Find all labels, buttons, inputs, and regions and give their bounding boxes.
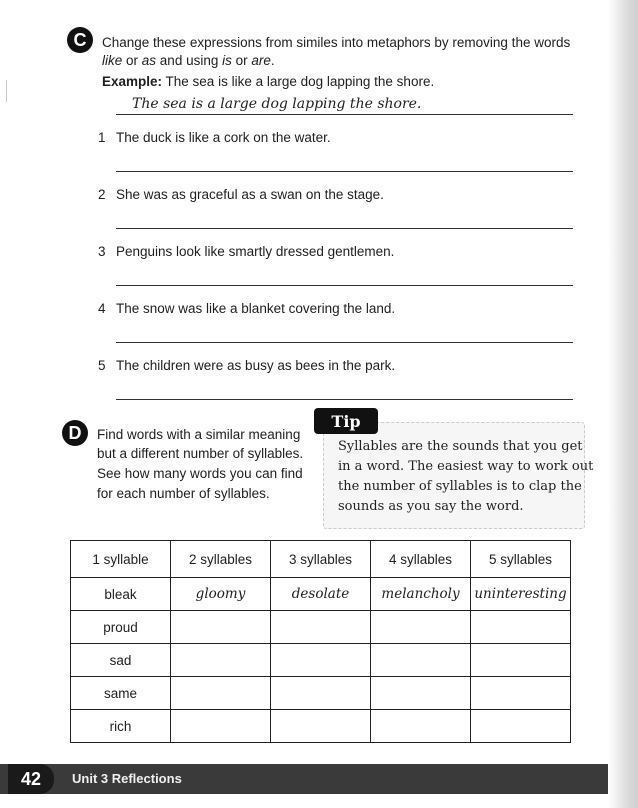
table-cell[interactable] <box>371 611 471 644</box>
table-cell[interactable] <box>271 644 371 677</box>
answer-line[interactable] <box>116 399 573 400</box>
example-answer: The sea is a large dog lapping the shore. <box>132 96 422 112</box>
section-d-badge: D <box>62 420 88 446</box>
column-header: 1 syllable <box>71 541 171 578</box>
table-row <box>71 710 571 743</box>
table-cell: bleak <box>71 578 171 611</box>
table-cell[interactable] <box>371 644 471 677</box>
question-text: The children were as busy as bees in the park. <box>116 358 396 373</box>
section-d-instruction: for each number of syllables. <box>97 486 270 501</box>
section-d-instruction: See how many words you can find <box>97 466 303 481</box>
margin-mark <box>6 80 7 102</box>
table-row <box>71 677 571 710</box>
answer-line[interactable] <box>116 285 573 286</box>
table-cell[interactable]: melancholy <box>371 578 471 611</box>
example-label: Example: <box>102 74 163 89</box>
table-header-row <box>71 541 571 578</box>
question-text: The duck is like a cork on the water. <box>116 130 331 145</box>
table-cell[interactable] <box>271 677 371 710</box>
table-row <box>71 578 571 611</box>
question-text: She was as graceful as a swan on the stage. <box>116 187 384 202</box>
table-cell[interactable]: desolate <box>271 578 371 611</box>
section-c-instruction-line1: Change these expressions from similes into metaphors by removing the words <box>102 35 571 50</box>
page-number: 42 <box>8 764 54 794</box>
question-number: 1 <box>98 130 106 145</box>
table-cell[interactable] <box>271 710 371 743</box>
question-text: The snow was like a blanket covering the land. <box>116 301 396 316</box>
tip-text: the number of syllables is to clap the <box>338 479 582 494</box>
table-cell[interactable] <box>371 710 471 743</box>
column-header: 4 syllables <box>371 541 471 578</box>
question-number: 4 <box>98 301 106 316</box>
section-d-instruction: Find words with a similar meaning <box>97 427 301 442</box>
answer-line[interactable] <box>116 171 573 172</box>
column-header: 2 syllables <box>171 541 271 578</box>
example-text: The sea is like a large dog lapping the shore. <box>162 74 435 89</box>
tip-text: in a word. The easiest way to work out <box>338 459 594 474</box>
section-c-badge: C <box>67 27 93 53</box>
table-cell[interactable] <box>471 611 571 644</box>
table-cell[interactable] <box>171 710 271 743</box>
table-row <box>71 611 571 644</box>
table-cell[interactable] <box>471 710 571 743</box>
table-cell: rich <box>71 710 171 743</box>
answer-line[interactable] <box>116 228 573 229</box>
section-d-instruction: but a different number of syllables. <box>97 446 304 461</box>
tip-text: sounds as you say the word. <box>338 499 524 514</box>
unit-title: Unit 3 Reflections <box>72 771 182 786</box>
tip-label: Tip <box>314 408 378 434</box>
column-header: 3 syllables <box>271 541 371 578</box>
example-line <box>102 73 434 91</box>
table-cell[interactable] <box>171 677 271 710</box>
column-header: 5 syllables <box>471 541 571 578</box>
table-cell[interactable] <box>271 611 371 644</box>
syllable-table <box>70 540 571 743</box>
table-cell: same <box>71 677 171 710</box>
example-answer-line <box>116 114 573 115</box>
table-row <box>71 644 571 677</box>
table-cell[interactable]: gloomy <box>171 578 271 611</box>
question-number: 2 <box>98 187 106 202</box>
answer-line[interactable] <box>116 342 573 343</box>
table-cell[interactable] <box>371 677 471 710</box>
tip-text: Syllables are the sounds that you get <box>338 439 583 454</box>
table-cell[interactable] <box>471 677 571 710</box>
question-number: 5 <box>98 358 106 373</box>
table-cell[interactable]: uninteresting <box>471 578 571 611</box>
table-cell: proud <box>71 611 171 644</box>
page-binding-edge <box>608 0 638 808</box>
question-text: Penguins look like smartly dressed gentlemen. <box>116 244 395 259</box>
table-cell: sad <box>71 644 171 677</box>
table-cell[interactable] <box>171 611 271 644</box>
table-cell[interactable] <box>171 644 271 677</box>
section-c-instruction-line2: like or as and using is or are. <box>102 53 275 68</box>
question-number: 3 <box>98 244 106 259</box>
table-cell[interactable] <box>471 644 571 677</box>
